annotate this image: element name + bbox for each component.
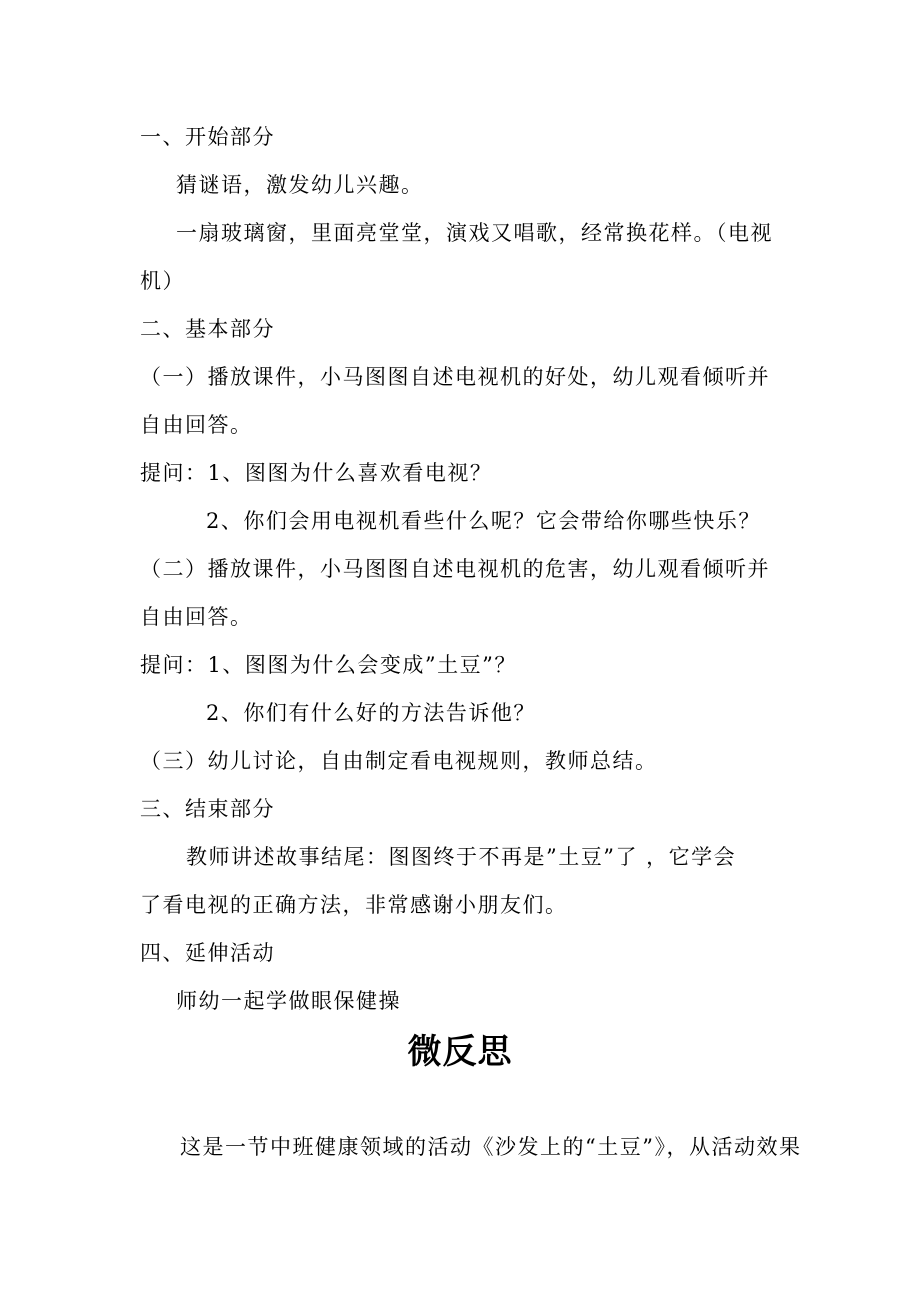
- paragraph-line: 自由回答。: [140, 605, 253, 629]
- paragraph-line: （三）幼儿讨论，自由制定看电视规则，教师总结。: [140, 749, 658, 773]
- question-line: 2、你们有什么好的方法告诉他？: [206, 701, 536, 725]
- closing-paragraph-line: 这是一节中班健康领域的活动《沙发上的“土豆”》，从活动效果: [180, 1135, 802, 1159]
- paragraph-line: 自由回答。: [140, 413, 253, 437]
- question-line: 提问：1、图图为什么喜欢看电视？: [140, 461, 493, 485]
- paragraph-line: 教师讲述故事结尾：图图终于不再是”土豆”了 ，它学会: [186, 845, 737, 869]
- paragraph-line: 猜谜语，激发幼儿兴趣。: [176, 173, 424, 197]
- riddle-answer-line: 机）: [140, 269, 185, 293]
- riddle-line: 一扇玻璃窗，里面亮堂堂，演戏又唱歌，经常换花样。（电视: [176, 221, 773, 245]
- question-line: 提问：1、图图为什么会变成”土豆”？: [140, 653, 517, 677]
- section-heading-basic: 二、基本部分: [140, 317, 275, 341]
- section-title: 微反思: [407, 1032, 513, 1072]
- paragraph-line: 师幼一起学做眼保健操: [176, 989, 401, 1013]
- section-heading-extension: 四、延伸活动: [140, 941, 275, 965]
- paragraph-line: 了看电视的正确方法，非常感谢小朋友们。: [140, 893, 568, 917]
- section-heading-end: 三、结束部分: [140, 797, 275, 821]
- paragraph-line: （一）播放课件，小马图图自述电视机的好处，幼儿观看倾听并: [140, 365, 770, 389]
- paragraph-line: （二）播放课件，小马图图自述电视机的危害，幼儿观看倾听并: [140, 557, 770, 581]
- question-line: 2、你们会用电视机看些什么呢？它会带给你哪些快乐？: [206, 509, 761, 533]
- section-heading-start: 一、开始部分: [140, 125, 275, 149]
